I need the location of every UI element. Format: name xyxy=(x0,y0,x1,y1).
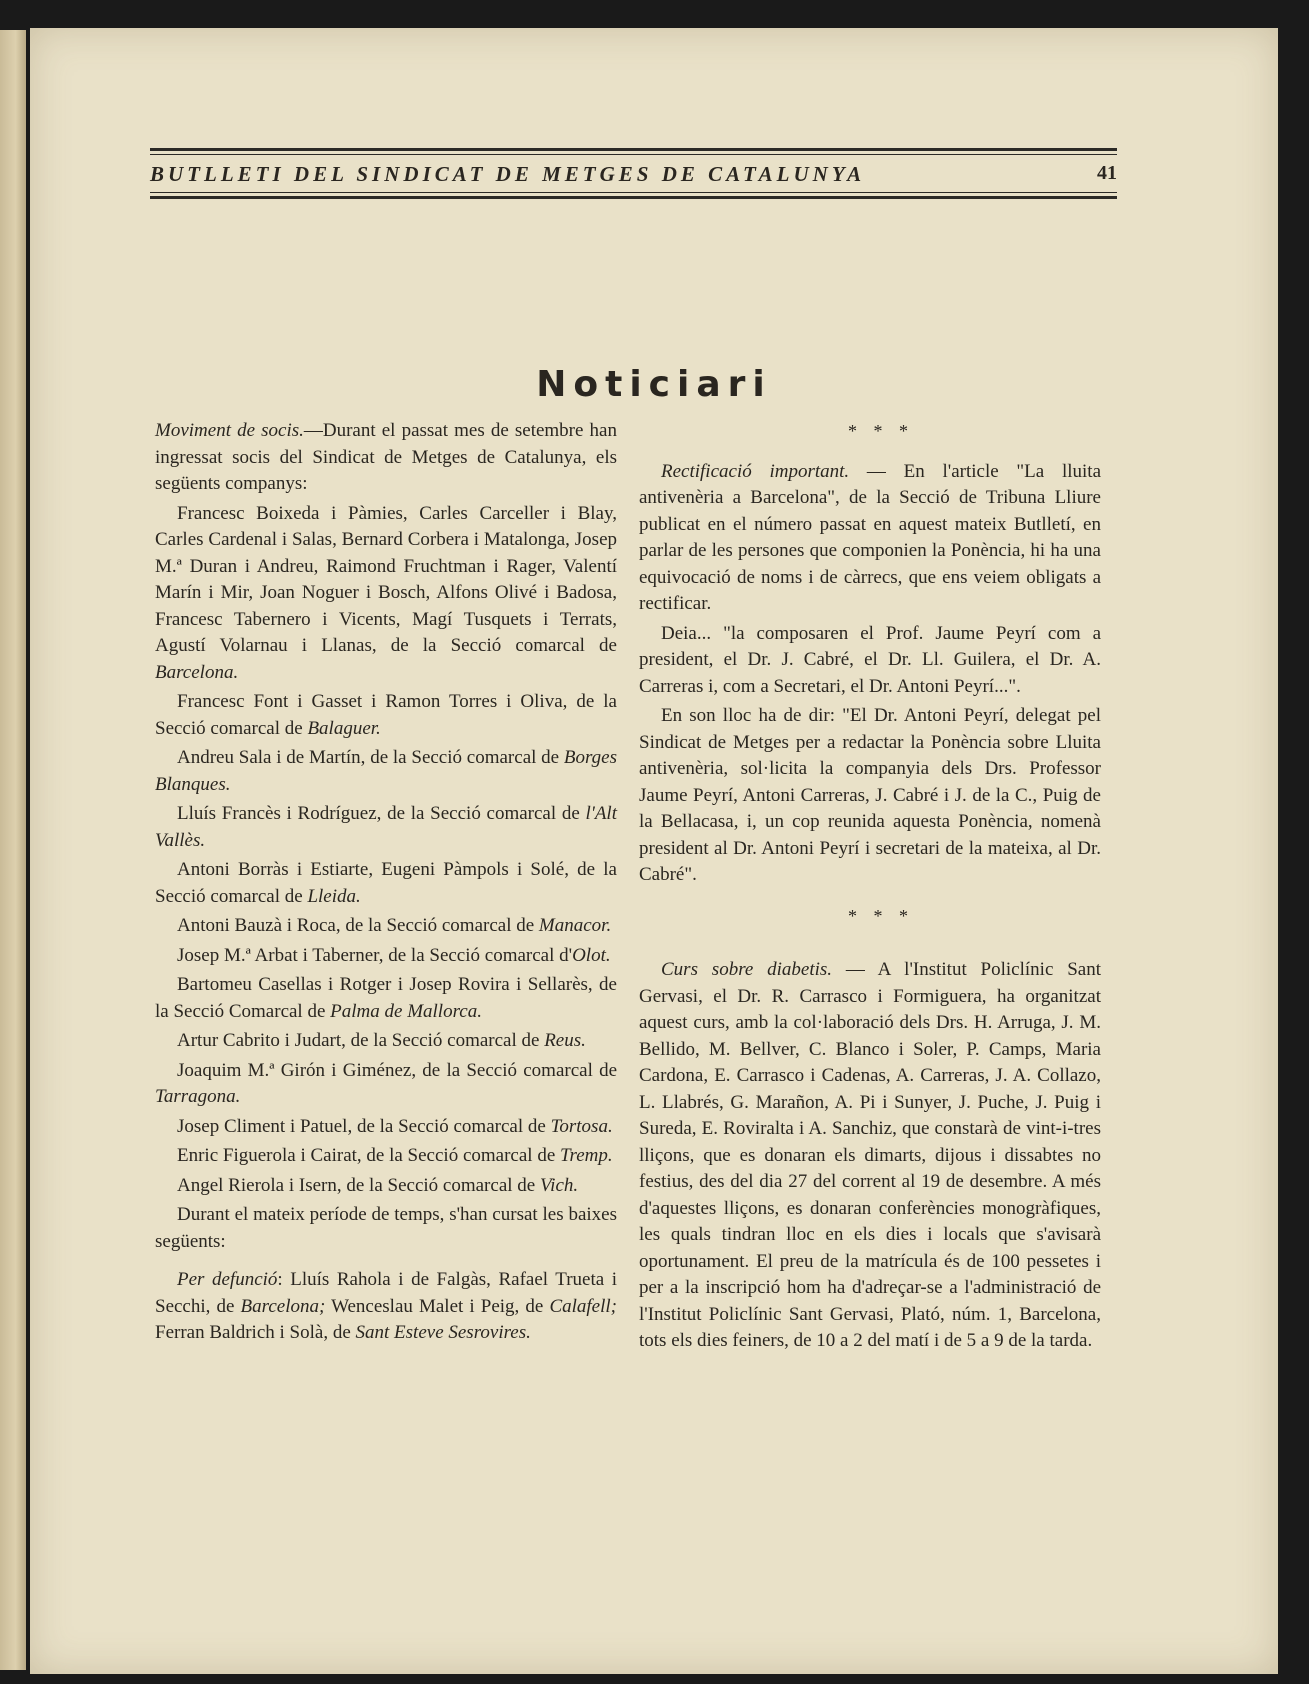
left-column xyxy=(155,418,617,1350)
paragraph: Lluís Francès i Rodríguez, de la Secció comarcal de l'Alt Vallès. xyxy=(155,803,617,851)
paragraph: Francesc Font i Gasset i Ramon Torres i Oliva, de la Secció comarcal de Balaguer. xyxy=(155,691,617,739)
paragraph: Bartomeu Casellas i Rotger i Josep Rovira i Sellarès, de la Secció Comarcal de Palma de Mallorca. xyxy=(155,974,617,1022)
paragraph: Andreu Sala i de Martín, de la Secció comarcal de Borges Blanques. xyxy=(155,747,617,795)
paragraph: Angel Rierola i Isern, de la Secció comarcal de Vich. xyxy=(177,1174,579,1196)
paragraph: Francesc Boixeda i Pàmies, Carles Carceller i Blay, Carles Cardenal i Salas, Bernard Corbera i Matalonga, Josep M.ª Duran i Andreu, Raimond Fruchtman i Rager, Valentí Marín i Mir, Joan Noguer i Bosch, Alfons Olivé i Badosa, Francesc Tabernero i Vicents, Magí Tusquets i Terrats, Agustí Volarnau i Llanas, de la Secció comarcal de Barcelona. xyxy=(155,502,617,683)
paragraph: Joaquim M.ª Girón i Giménez, de la Secció comarcal de Tarragona. xyxy=(155,1059,617,1107)
paragraph-moviment: Moviment de socis.—Durant el passat mes de setembre han ingressat socis del Sindicat de Metges de Catalunya, els següents companys: xyxy=(155,420,617,494)
paragraph: Antoni Borràs i Estiarte, Eugeni Pàmpols i Solé, de la Secció comarcal de Lleida. xyxy=(155,859,617,907)
running-header xyxy=(150,128,1117,208)
header-rule-top xyxy=(150,148,1117,151)
header-rule-bottom xyxy=(150,196,1117,199)
paragraph-rectificacio: Rectificació important. — En l'article "La lluita antivenèria a Barcelona", de la Secció de Tribuna Lliure publicat en el número passat en aquest mateix Butlletí, en parlar de les persones que componien la Ponència, hi ha una equivocació de noms i de càrrecs, que ens veiem obligats a rectificar. xyxy=(639,460,1101,614)
paragraph: Josep M.ª Arbat i Taberner, de la Secció comarcal d'Olot. xyxy=(177,944,611,966)
paragraph-curs: Curs sobre diabetis. — A l'Institut Policlínic Sant Gervasi, el Dr. R. Carrasco i Formiguera, ha organitzat aquest curs, amb la col·laboració dels Drs. H. Arruga, J. M. Bellido, M. Bellver, C. Blanco i Soler, P. Camps, Maria Cardona, E. Carrasco i Cadenas, A. Carreras, J. A. Collazo, L. Llabrés, G. Marañon, A. Pi i Sunyer, J. Puche, J. Puig i Sureda, E. Roviralta i A. Sanchiz, que constarà de vint-i-tres lliçons, que es donaran els dimarts, dijous i dissabtes no festius, des del dia 27 del corrent al 19 de desembre. A més d'aquestes lliçons, es donaran conferències monogràfiques, les quals tindran lloc en els dies i locals que s'avisarà oportunament. El preu de la matrícula és de 100 pessetes i per a la inscripció hom ha d'adreçar-se a l'administració de l'Institut Policlínic Sant Gervasi, Plató, núm. 1, Barcelona, tots els dies feiners, de 10 a 2 del matí i de 5 a 9 de la tarda. xyxy=(639,959,1101,1351)
right-column xyxy=(639,418,1101,1358)
journal-title: BUTLLETI DEL SINDICAT DE METGES DE CATALUNYA xyxy=(150,162,866,186)
paragraph: Artur Cabrito i Judart, de la Secció comarcal de Reus. xyxy=(177,1030,586,1051)
paragraph: Deia... "la composaren el Prof. Jaume Peyrí com a president, el Dr. J. Cabré, el Dr. Ll. Guilera, el Dr. A. Carreras i, com a Secretari, el Dr. Antoni Peyrí...". xyxy=(639,622,1101,697)
header-rule-bottom-thin xyxy=(150,192,1117,193)
separator-stars: * * * xyxy=(848,905,914,926)
page-number: 41 xyxy=(1097,162,1117,184)
paragraph: Durant el mateix període de temps, s'han cursat les baixes següents: xyxy=(155,1204,617,1252)
moviment-heading: Moviment de socis. xyxy=(155,420,304,441)
section-title: Noticiari xyxy=(536,364,772,405)
paragraph: En son lloc ha de dir: "El Dr. Antoni Peyrí, delegat pel Sindicat de Metges per a redactar la Ponència sobre Lluita antivenèria, sol·licita la companyia dels Drs. Professor Jaume Peyrí, Antoni Carreras, J. Cabré i J. de la C., Puig de la Bellacasa, i, un cop reunida aquesta Ponència, nomenà president al Dr. Antoni Peyrí i secretari de la mateixa, al Dr. Cabré". xyxy=(639,705,1101,885)
curs-heading: Curs sobre diabetis. xyxy=(661,959,833,980)
paragraph: Josep Climent i Patuel, de la Secció comarcal de Tortosa. xyxy=(177,1115,613,1137)
page xyxy=(30,28,1278,1674)
separator-stars: * * * xyxy=(848,421,914,441)
paragraph: Enric Figuerola i Cairat, de la Secció comarcal de Tremp. xyxy=(177,1145,613,1166)
paragraph-defuncio: Per defunció: Lluís Rahola i de Falgàs, Rafael Trueta i Secchi, de Barcelona; Wenceslau Malet i Peig, de Calafell; Ferran Baldrich i Solà, de Sant Esteve Sesrovires. xyxy=(155,1269,617,1343)
paragraph: Antoni Bauzà i Roca, de la Secció comarcal de Manacor. xyxy=(177,915,612,936)
book-spine xyxy=(0,30,26,1670)
header-rule-top-thin xyxy=(150,154,1117,155)
rectificacio-heading: Rectificació important. xyxy=(661,460,850,482)
